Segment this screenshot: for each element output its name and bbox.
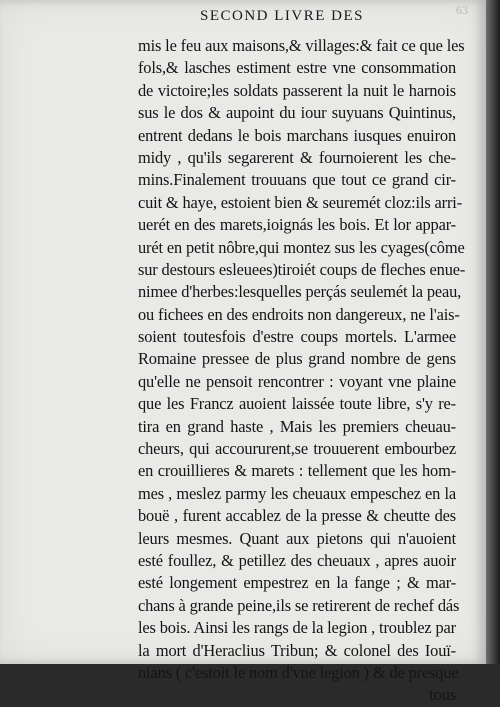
text-line: les bois. Ainsi les rangs de la legion , troublez par <box>138 618 456 638</box>
text-line: Romaine pressee de plus grand nombre de gens <box>138 349 456 369</box>
text-line: cuit & haye, estoient bien & seuremét cloz:ils arri- <box>138 192 462 212</box>
text-line: sus le dos & aupoint du iour suyuans Quintinus, <box>138 103 456 123</box>
text-line: esté foullez, & petillez des cheuaux , apres auoir <box>138 550 456 570</box>
text-line: mins.Finalement trouuans que tout ce grand cir- <box>138 170 456 190</box>
text-line: chans à grande peine,ils se retirerent de rechef dás <box>138 595 460 615</box>
text-line: cheurs, qui accoururent,se trouuerent embourbez <box>138 439 456 459</box>
text-line: soient toutesfois d'estre coups mortels. L'armee <box>138 327 456 347</box>
text-line: la mort d'Heraclius Tribun; & colonel des Iouï- <box>138 640 456 660</box>
text-line: en crouillieres & marets : tellement que les hom- <box>138 461 456 481</box>
text-line: mis le feu aux maisons,& villages:& fait ce que les <box>138 36 465 55</box>
text-line: mes , meslez parmy les cheuaux empeschez en la <box>138 483 456 503</box>
text-line: midy , qu'ils segarerent & fournoierent les che- <box>138 147 456 167</box>
text-line: sur destours esleuees)tiroiét coups de fleches enue- <box>138 259 466 279</box>
text-line: ou fichees en des endroits non dangereux, ne l'ais- <box>138 304 460 324</box>
text-line: entrent dedans le bois marchans iusques enuiron <box>138 125 456 145</box>
text-line: qu'elle ne pensoit rencontrer : voyant vne plaine <box>138 371 456 391</box>
text-line: de victoire;les soldats passerent la nuit le harnois <box>138 80 456 100</box>
page-number: 63 <box>456 3 468 17</box>
text-line: bouë , furent accablez de la presse & cheutte des <box>138 506 456 526</box>
book-spine <box>486 0 500 664</box>
text-line: que les Francz auoient laissée toute libre, s'y re- <box>138 394 456 414</box>
text-line: nimee d'herbes:lesquelles perçás seulemét la peau, <box>138 282 462 302</box>
text-line: leurs mesmes. Quant aux pietons qui n'auoient <box>138 528 456 548</box>
catchword: tous <box>429 685 456 705</box>
text-line: esté longement empestrez en la fange ; & mar- <box>138 573 456 593</box>
text-line: uerét en des marets,ioignás les bois. Et lor appar- <box>138 215 456 235</box>
text-line: fols,& lasches estiment estre vne consommation <box>138 58 456 78</box>
body-text <box>138 35 466 707</box>
running-head: SECOND LIVRE DES <box>200 8 365 24</box>
text-line: urét en petit nôbre,qui montez sus les cyages(côme <box>138 237 465 257</box>
text-line: tira en grand haste , Mais les premiers cheuau- <box>138 416 456 436</box>
text-line: nians ( c'estoit le nom d'vne legion ) & de presque <box>138 662 459 682</box>
